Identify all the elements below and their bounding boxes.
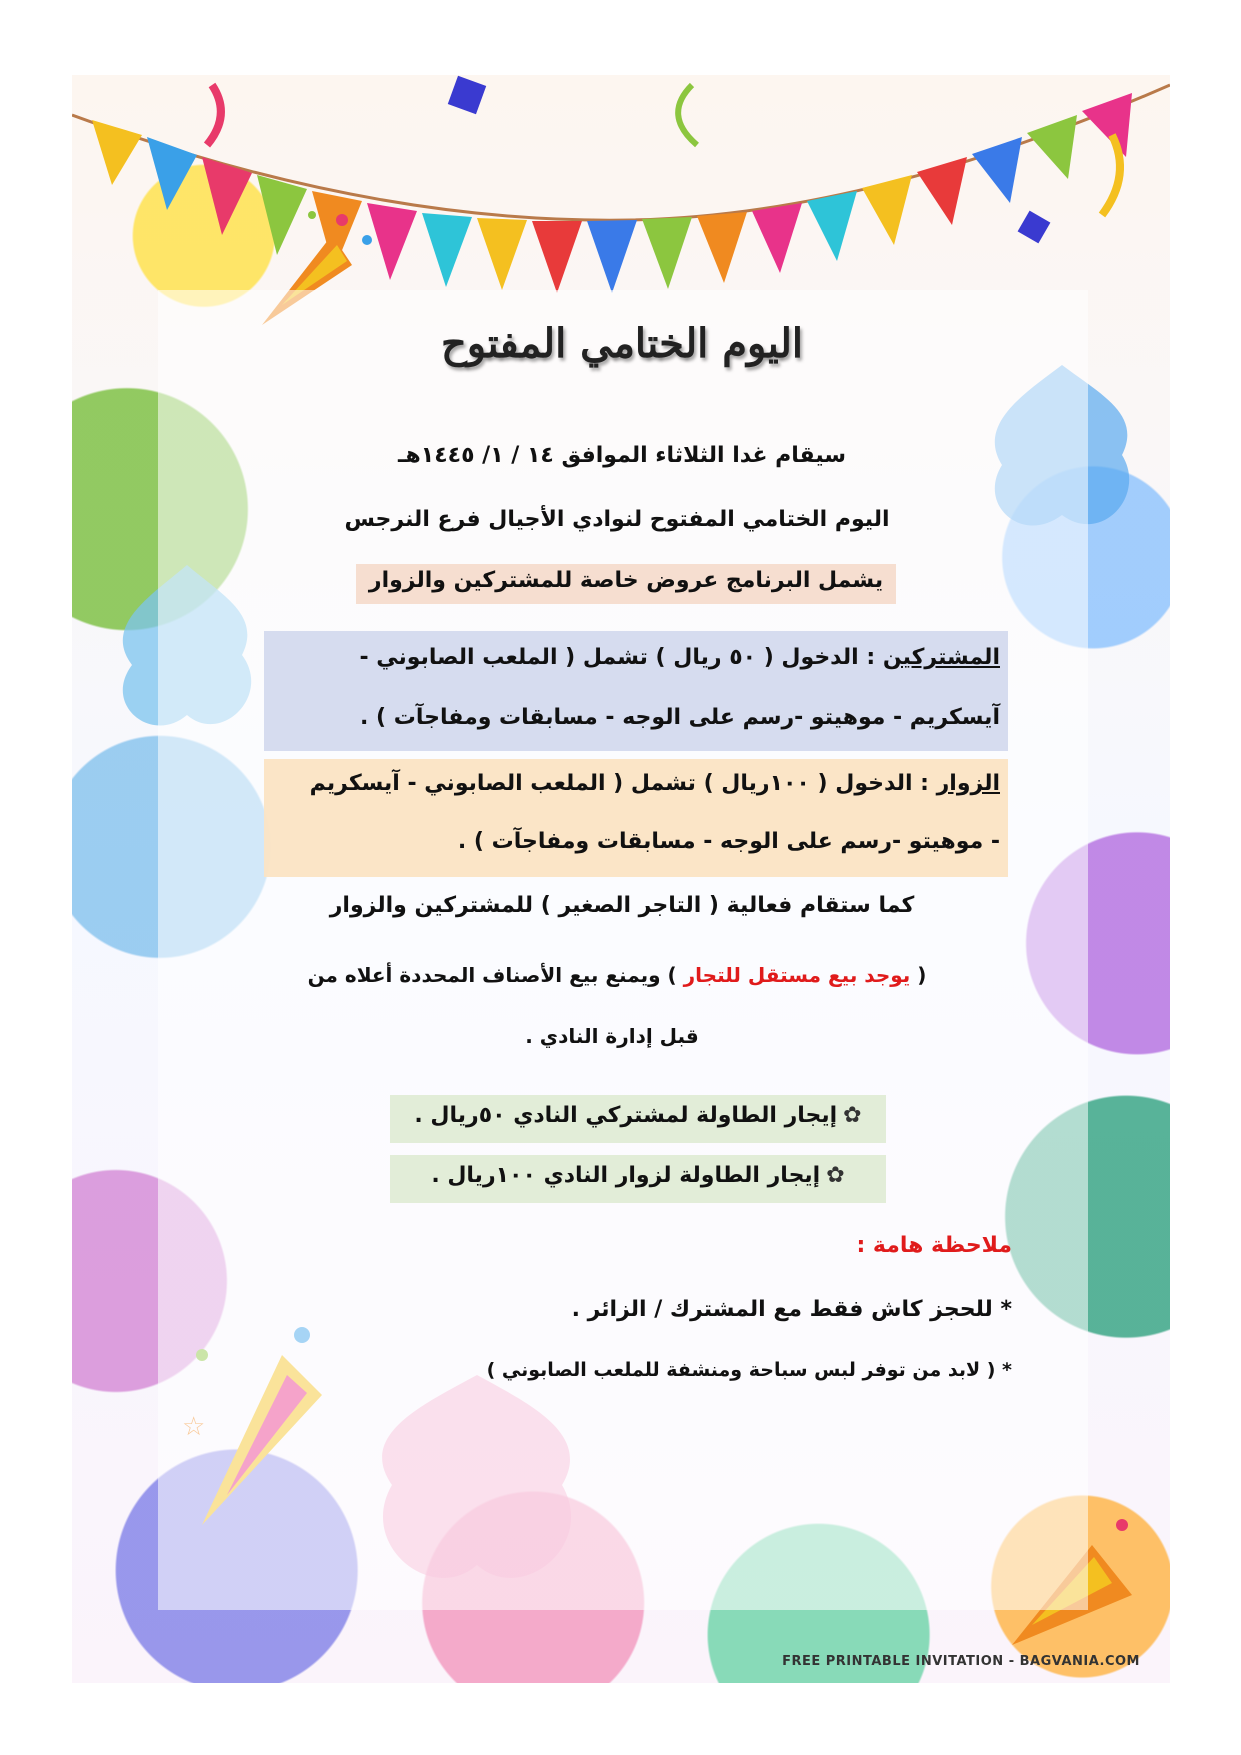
watermark-text: FREE PRINTABLE INVITATION - BAGVANIA.COM (782, 1654, 1140, 1669)
vendor-red-text: يوجد بيع مستقل للتجار (683, 963, 911, 987)
invitation-text (72, 75, 1170, 1683)
members-line-2: آيسكريم - موهيتو -رسم على الوجه - مسابقات ومفاجآت ) . (264, 693, 1008, 751)
flower-icon: ✿ (826, 1163, 845, 1188)
note-2: * ( لابد من توفر لبس سباحة ومنشفة للملعب الصابوني ) (486, 1359, 1012, 1381)
flower-icon: ✿ (843, 1103, 862, 1128)
date-line: سيقام غدا الثلاثاء الموافق ١٤ / ١/ ١٤٤٥هـ (398, 443, 846, 468)
note-title: ملاحظة هامة : (856, 1233, 1012, 1258)
table-visitors-line (390, 1155, 886, 1203)
visitors-line1-text: : الدخول ( ١٠٠ريال ) تشمل ( الملعب الصابوني - آيسكريم (309, 771, 937, 796)
members-line-1 (264, 631, 1008, 693)
note-1: * للحجز كاش فقط مع المشترك / الزائر . (571, 1297, 1012, 1322)
vendor-line-1 (237, 963, 997, 999)
members-line1-text: : الدخول ( ٥٠ ريال ) تشمل ( الملعب الصابوني - (359, 645, 883, 670)
vendor-open: ( (910, 963, 927, 987)
vendor-rest-text: ) ويمنع بيع الأصناف المحددة أعلاه من (307, 963, 684, 987)
table-members-line (390, 1095, 886, 1143)
visitors-line-1 (264, 759, 1008, 817)
invitation-sheet (72, 75, 1170, 1683)
table-members-text: إيجار الطاولة لمشتركي النادي ٥٠ريال . (414, 1103, 838, 1128)
event-line: اليوم الختامي المفتوح لنوادي الأجيال فرع النرجس (344, 507, 890, 532)
program-line: يشمل البرنامج عروض خاصة للمشتركين والزوار (356, 564, 896, 604)
visitors-line-2: - موهيتو -رسم على الوجه - مسابقات ومفاجآت ) . (264, 817, 1008, 877)
event2-line: كما ستقام فعالية ( التاجر الصغير ) للمشتركين والزوار (329, 893, 915, 918)
members-label: المشتركين (882, 645, 1000, 670)
visitors-label: الزوار (936, 771, 1000, 796)
invitation-title: اليوم الختامي المفتوح (440, 320, 803, 367)
vendor-line-2: قبل إدارة النادي . (525, 1024, 699, 1048)
table-visitors-text: إيجار الطاولة لزوار النادي ١٠٠ريال . (431, 1163, 821, 1188)
